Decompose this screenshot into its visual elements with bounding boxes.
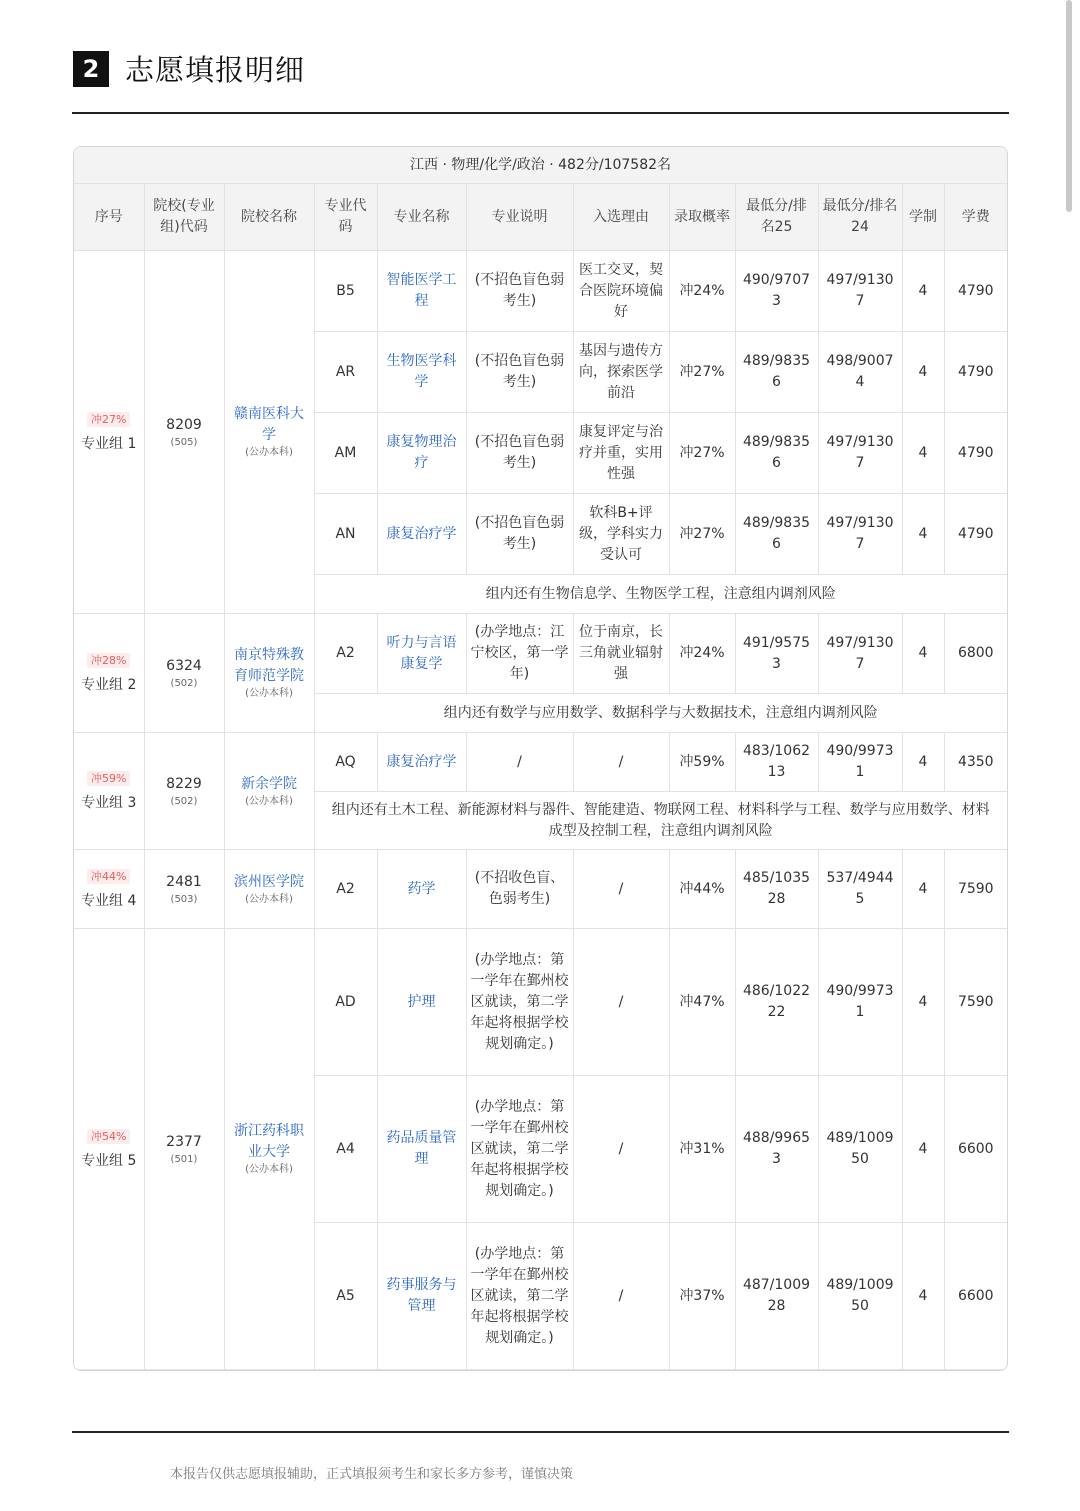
- min-score-rank-25: 487/100928: [735, 1223, 818, 1370]
- admission-probability: 冲27%: [669, 413, 735, 494]
- group-cell: [74, 614, 144, 733]
- school-cell: [224, 251, 314, 614]
- col-header: 入选理由: [573, 184, 669, 251]
- school-cell: [224, 850, 314, 929]
- group-cell: [74, 251, 144, 614]
- admission-probability: 冲27%: [669, 494, 735, 575]
- footer-divider: [72, 1431, 1009, 1433]
- major-name-cell: [377, 929, 466, 1076]
- min-score-rank-24: 537/49445: [818, 850, 902, 929]
- admission-probability: 冲24%: [669, 251, 735, 332]
- col-header: 序号: [74, 184, 144, 251]
- major-code: AQ: [314, 733, 377, 792]
- col-header: 录取概率: [669, 184, 735, 251]
- study-years: 4: [902, 332, 944, 413]
- table-row: [74, 733, 1007, 792]
- rate-badge: 冲54%: [87, 1129, 130, 1144]
- min-score-rank-25: 483/106213: [735, 733, 818, 792]
- min-score-rank-25: 491/95753: [735, 614, 818, 694]
- major-description: (办学地点：第一学年在鄞州校区就读，第二学年起将根据学校规划确定。): [466, 1076, 573, 1223]
- col-header: 学费: [944, 184, 1007, 251]
- group-note: 组内还有数学与应用数学、数据科学与大数据技术，注意组内调剂风险: [314, 694, 1007, 733]
- admission-probability: 冲44%: [669, 850, 735, 929]
- selection-reason: 康复评定与治疗并重，实用性强: [573, 413, 669, 494]
- group-label: 专业组 2: [81, 677, 137, 693]
- table-row: [74, 929, 1007, 1076]
- school-code-cell: [144, 251, 224, 614]
- school-code: 8209: [166, 416, 202, 433]
- tuition-fee: 4790: [944, 413, 1007, 494]
- school-type: (公办本科): [245, 893, 293, 905]
- group-label: 专业组 4: [81, 893, 137, 909]
- major-name-cell: [377, 413, 466, 494]
- group-label: 专业组 3: [81, 795, 137, 811]
- min-score-rank-24: 490/99731: [818, 929, 902, 1076]
- major-name-link[interactable]: 药事服务与管理: [386, 1277, 457, 1314]
- study-years: 4: [902, 850, 944, 929]
- major-code: AN: [314, 494, 377, 575]
- major-name-link[interactable]: 生物医学科学: [386, 353, 457, 390]
- table-row: [74, 614, 1007, 694]
- group-code: (502): [170, 677, 198, 689]
- group-code: (501): [170, 1153, 198, 1165]
- major-code: AR: [314, 332, 377, 413]
- study-years: 4: [902, 614, 944, 694]
- school-type: (公办本科): [245, 795, 293, 807]
- selection-reason: 软科B+评级，学科实力受认可: [573, 494, 669, 575]
- school-type: (公办本科): [245, 688, 293, 699]
- min-score-rank-24: 489/100950: [818, 1076, 902, 1223]
- col-header: 学制: [902, 184, 944, 251]
- major-description: (不招色盲色弱考生): [466, 494, 573, 575]
- school-code-cell: [144, 614, 224, 733]
- section-number: 2: [73, 51, 109, 87]
- col-header: 最低分/排名24: [818, 184, 902, 251]
- major-code: AD: [314, 929, 377, 1076]
- min-score-rank-24: 497/91307: [818, 494, 902, 575]
- min-score-rank-25: 486/102222: [735, 929, 818, 1076]
- major-name-cell: [377, 1076, 466, 1223]
- admission-probability: 冲37%: [669, 1223, 735, 1370]
- major-code: AM: [314, 413, 377, 494]
- school-name-link[interactable]: 新余学院: [241, 775, 297, 792]
- major-name-link[interactable]: 听力与言语康复学: [386, 634, 457, 672]
- table-header-row: [74, 184, 1007, 251]
- selection-reason: /: [573, 1223, 669, 1370]
- footer-disclaimer: 本报告仅供志愿填报辅助，正式填报须考生和家长多方参考，谨慎决策: [170, 1467, 574, 1482]
- page-header: [73, 48, 305, 89]
- school-cell: [224, 929, 314, 1370]
- min-score-rank-25: 489/98356: [735, 413, 818, 494]
- study-years: 4: [902, 733, 944, 792]
- school-type: (公办本科): [245, 447, 293, 458]
- major-description: (不招收色盲、色弱考生): [466, 850, 573, 929]
- tuition-fee: 6800: [944, 614, 1007, 694]
- min-score-rank-25: 489/98356: [735, 494, 818, 575]
- school-code-cell: [144, 733, 224, 850]
- major-name-link[interactable]: 药学: [407, 880, 436, 897]
- major-code: A2: [314, 850, 377, 929]
- major-name-cell: [377, 332, 466, 413]
- selection-reason: /: [573, 1076, 669, 1223]
- major-name-link[interactable]: 康复治疗学: [386, 753, 457, 770]
- school-code-cell: [144, 929, 224, 1370]
- school-name-link[interactable]: 南京特殊教育师范学院: [234, 647, 304, 684]
- col-header: 院校(专业组)代码: [144, 184, 224, 251]
- major-name-cell: [377, 733, 466, 792]
- col-header: 专业说明: [466, 184, 573, 251]
- page-title: 志愿填报明细: [125, 53, 306, 87]
- study-years: 4: [902, 929, 944, 1076]
- school-code: 8229: [166, 775, 202, 792]
- min-score-rank-25: 485/103528: [735, 850, 818, 929]
- group-cell: [74, 850, 144, 929]
- major-name-cell: [377, 614, 466, 694]
- selection-reason: 基因与遗传方向，探索医学前沿: [573, 332, 669, 413]
- tuition-fee: 4790: [944, 251, 1007, 332]
- major-name-link[interactable]: 药品质量管理: [386, 1130, 457, 1167]
- col-header: 最低分/排名25: [735, 184, 818, 251]
- major-code: A4: [314, 1076, 377, 1223]
- school-code-cell: [144, 850, 224, 929]
- header-divider: [72, 112, 1009, 114]
- group-code: (503): [170, 893, 198, 905]
- group-cell: [74, 929, 144, 1370]
- tuition-fee: 7590: [944, 929, 1007, 1076]
- table-row: [74, 251, 1007, 332]
- major-name-cell: [377, 850, 466, 929]
- min-score-rank-25: 490/97073: [735, 251, 818, 332]
- table-row: [74, 850, 1007, 929]
- col-header: 专业代码: [314, 184, 377, 251]
- major-code: B5: [314, 251, 377, 332]
- admission-probability: 冲59%: [669, 733, 735, 792]
- application-table: [73, 146, 1008, 1371]
- min-score-rank-24: 497/91307: [818, 413, 902, 494]
- major-description: (不招色盲色弱考生): [466, 332, 573, 413]
- group-code: (505): [170, 436, 198, 448]
- selection-reason: /: [573, 733, 669, 792]
- study-years: 4: [902, 413, 944, 494]
- major-name-link[interactable]: 康复物理治疗: [386, 434, 457, 471]
- col-header: 专业名称: [377, 184, 466, 251]
- admission-probability: 冲24%: [669, 614, 735, 694]
- school-code: 2481: [166, 873, 202, 890]
- group-label: 专业组 5: [81, 1153, 137, 1169]
- admission-probability: 冲47%: [669, 929, 735, 1076]
- group-label: 专业组 1: [81, 436, 137, 452]
- rate-badge: 冲28%: [87, 653, 130, 668]
- major-description: (办学地点：第一学年在鄞州校区就读，第二学年起将根据学校规划确定。): [466, 1223, 573, 1370]
- admission-probability: 冲31%: [669, 1076, 735, 1223]
- tuition-fee: 4790: [944, 332, 1007, 413]
- group-note: 组内还有生物信息学、生物医学工程，注意组内调剂风险: [314, 575, 1007, 614]
- tuition-fee: 4790: [944, 494, 1007, 575]
- school-type: (公办本科): [245, 1164, 293, 1175]
- major-name-cell: [377, 1223, 466, 1370]
- rate-badge: 冲27%: [87, 412, 130, 427]
- study-years: 4: [902, 494, 944, 575]
- major-description: (不招色盲色弱考生): [466, 251, 573, 332]
- min-score-rank-24: 498/90074: [818, 332, 902, 413]
- group-cell: [74, 733, 144, 850]
- min-score-rank-25: 489/98356: [735, 332, 818, 413]
- study-years: 4: [902, 1076, 944, 1223]
- school-name-link[interactable]: 赣南医科大学: [234, 406, 304, 443]
- study-years: 4: [902, 251, 944, 332]
- group-note: 组内还有土木工程、新能源材料与器件、智能建造、物联网工程、材料科学与工程、数学与应用数学、材料成型及控制工程，注意组内调剂风险: [314, 792, 1007, 850]
- major-code: A2: [314, 614, 377, 694]
- major-name-cell: [377, 494, 466, 575]
- major-name-link[interactable]: 康复治疗学: [386, 525, 457, 542]
- tuition-fee: 4350: [944, 733, 1007, 792]
- tuition-fee: 6600: [944, 1223, 1007, 1370]
- tuition-fee: 6600: [944, 1076, 1007, 1223]
- col-header: 院校名称: [224, 184, 314, 251]
- school-cell: [224, 614, 314, 733]
- rate-badge: 冲44%: [87, 869, 130, 884]
- selection-reason: 医工交叉，契合医院环境偏好: [573, 251, 669, 332]
- major-description: /: [466, 733, 573, 792]
- min-score-rank-24: 490/99731: [818, 733, 902, 792]
- major-description: (办学地点：第一学年在鄞州校区就读，第二学年起将根据学校规划确定。): [466, 929, 573, 1076]
- selection-reason: /: [573, 929, 669, 1076]
- major-description: (办学地点：江宁校区，第一学年): [466, 614, 573, 694]
- scrollbar[interactable]: [1066, 0, 1072, 212]
- school-name-link[interactable]: 滨州医学院: [234, 873, 304, 890]
- selection-reason: 位于南京，长三角就业辐射强: [573, 614, 669, 694]
- major-name-cell: [377, 251, 466, 332]
- major-description: (不招色盲色弱考生): [466, 413, 573, 494]
- school-code: 2377: [166, 1133, 202, 1150]
- admission-probability: 冲27%: [669, 332, 735, 413]
- group-code: (502): [170, 795, 198, 807]
- rate-badge: 冲59%: [87, 771, 130, 786]
- min-score-rank-24: 497/91307: [818, 251, 902, 332]
- school-name-link[interactable]: 浙江药科职业大学: [234, 1123, 304, 1160]
- school-cell: [224, 733, 314, 850]
- selection-reason: /: [573, 850, 669, 929]
- min-score-rank-25: 488/99653: [735, 1076, 818, 1223]
- study-years: 4: [902, 1223, 944, 1370]
- min-score-rank-24: 489/100950: [818, 1223, 902, 1370]
- major-code: A5: [314, 1223, 377, 1370]
- min-score-rank-24: 497/91307: [818, 614, 902, 694]
- major-name-link[interactable]: 护理: [407, 993, 436, 1010]
- school-code: 6324: [166, 657, 202, 674]
- major-name-link[interactable]: 智能医学工程: [386, 272, 457, 309]
- table-caption: 江西 · 物理/化学/政治 · 482分/107582名: [74, 147, 1007, 184]
- tuition-fee: 7590: [944, 850, 1007, 929]
